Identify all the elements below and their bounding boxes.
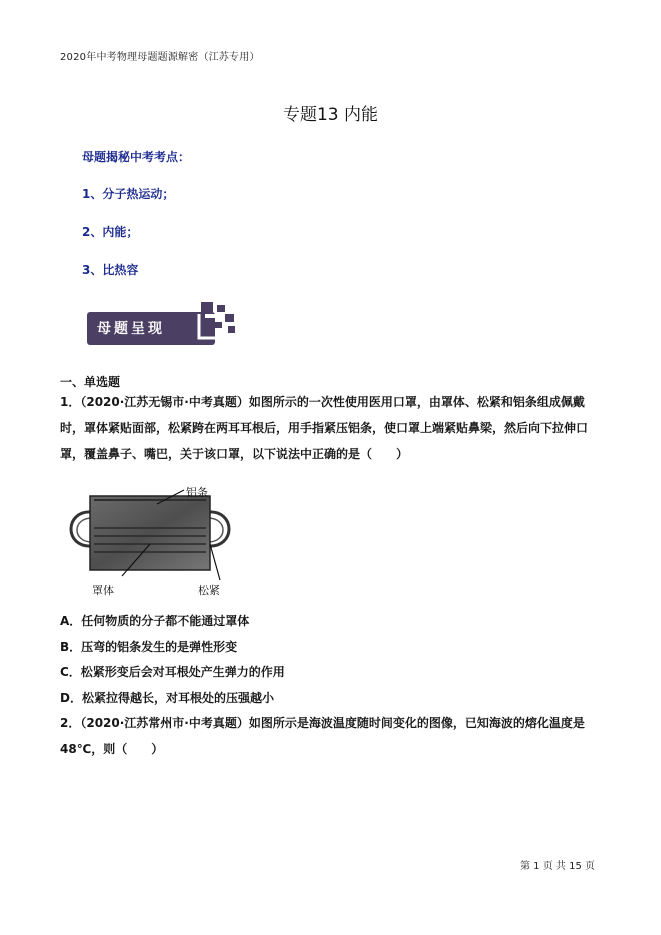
banner-decoration-icon — [87, 300, 242, 348]
question-1-text: 1．（2020·江苏无锡市·中考真题）如图所示的一次性使用医用口罩，由罩体、松紧和铝条组成佩戴时，罩体紧贴面部，松紧跨在两耳耳根后，用手指紧压铝条，使口罩上端紧贴鼻梁，然后向下拉伸口罩，覆盖鼻子、嘴巴，关于该口罩，以下说法中正确的是（ ） — [60, 395, 589, 461]
section-title: 一、单选题 — [60, 375, 121, 389]
option-a: A．任何物质的分子都不能通过罩体 — [60, 614, 250, 628]
page-title: 专题13 内能 — [282, 105, 379, 125]
page-number: 第 1 页 共 15 页 — [520, 861, 595, 872]
label-mask-body: 罩体 — [92, 584, 114, 597]
key-point-item: 3、比热容 — [82, 263, 139, 277]
banner-label: 母题呈现 — [97, 321, 165, 337]
option-c: C．松紧形变后会对耳根处产生弹力的作用 — [60, 665, 285, 679]
option-d: D．松紧拉得越长，对耳根处的压强越小 — [60, 691, 274, 705]
section-banner — [87, 300, 242, 348]
key-point-item: 2、内能； — [82, 225, 139, 239]
key-point-item: 1、分子热运动； — [82, 187, 175, 201]
option-b: B．压弯的铝条发生的是弹性形变 — [60, 640, 238, 654]
question-2-text: 2．（2020·江苏常州市·中考真题）如图所示是海波温度随时间变化的图像，已知海波的熔化温度是48℃，则（ ） — [60, 716, 585, 756]
mask-figure — [62, 484, 238, 604]
label-aluminum: 铝条 — [186, 486, 208, 499]
label-elastic: 松紧 — [198, 584, 220, 597]
page-header: 2020年中考物理母题题源解密（江苏专用） — [60, 52, 260, 63]
key-points-heading: 母题揭秘中考考点： — [82, 150, 191, 164]
mask-illustration — [62, 484, 238, 604]
